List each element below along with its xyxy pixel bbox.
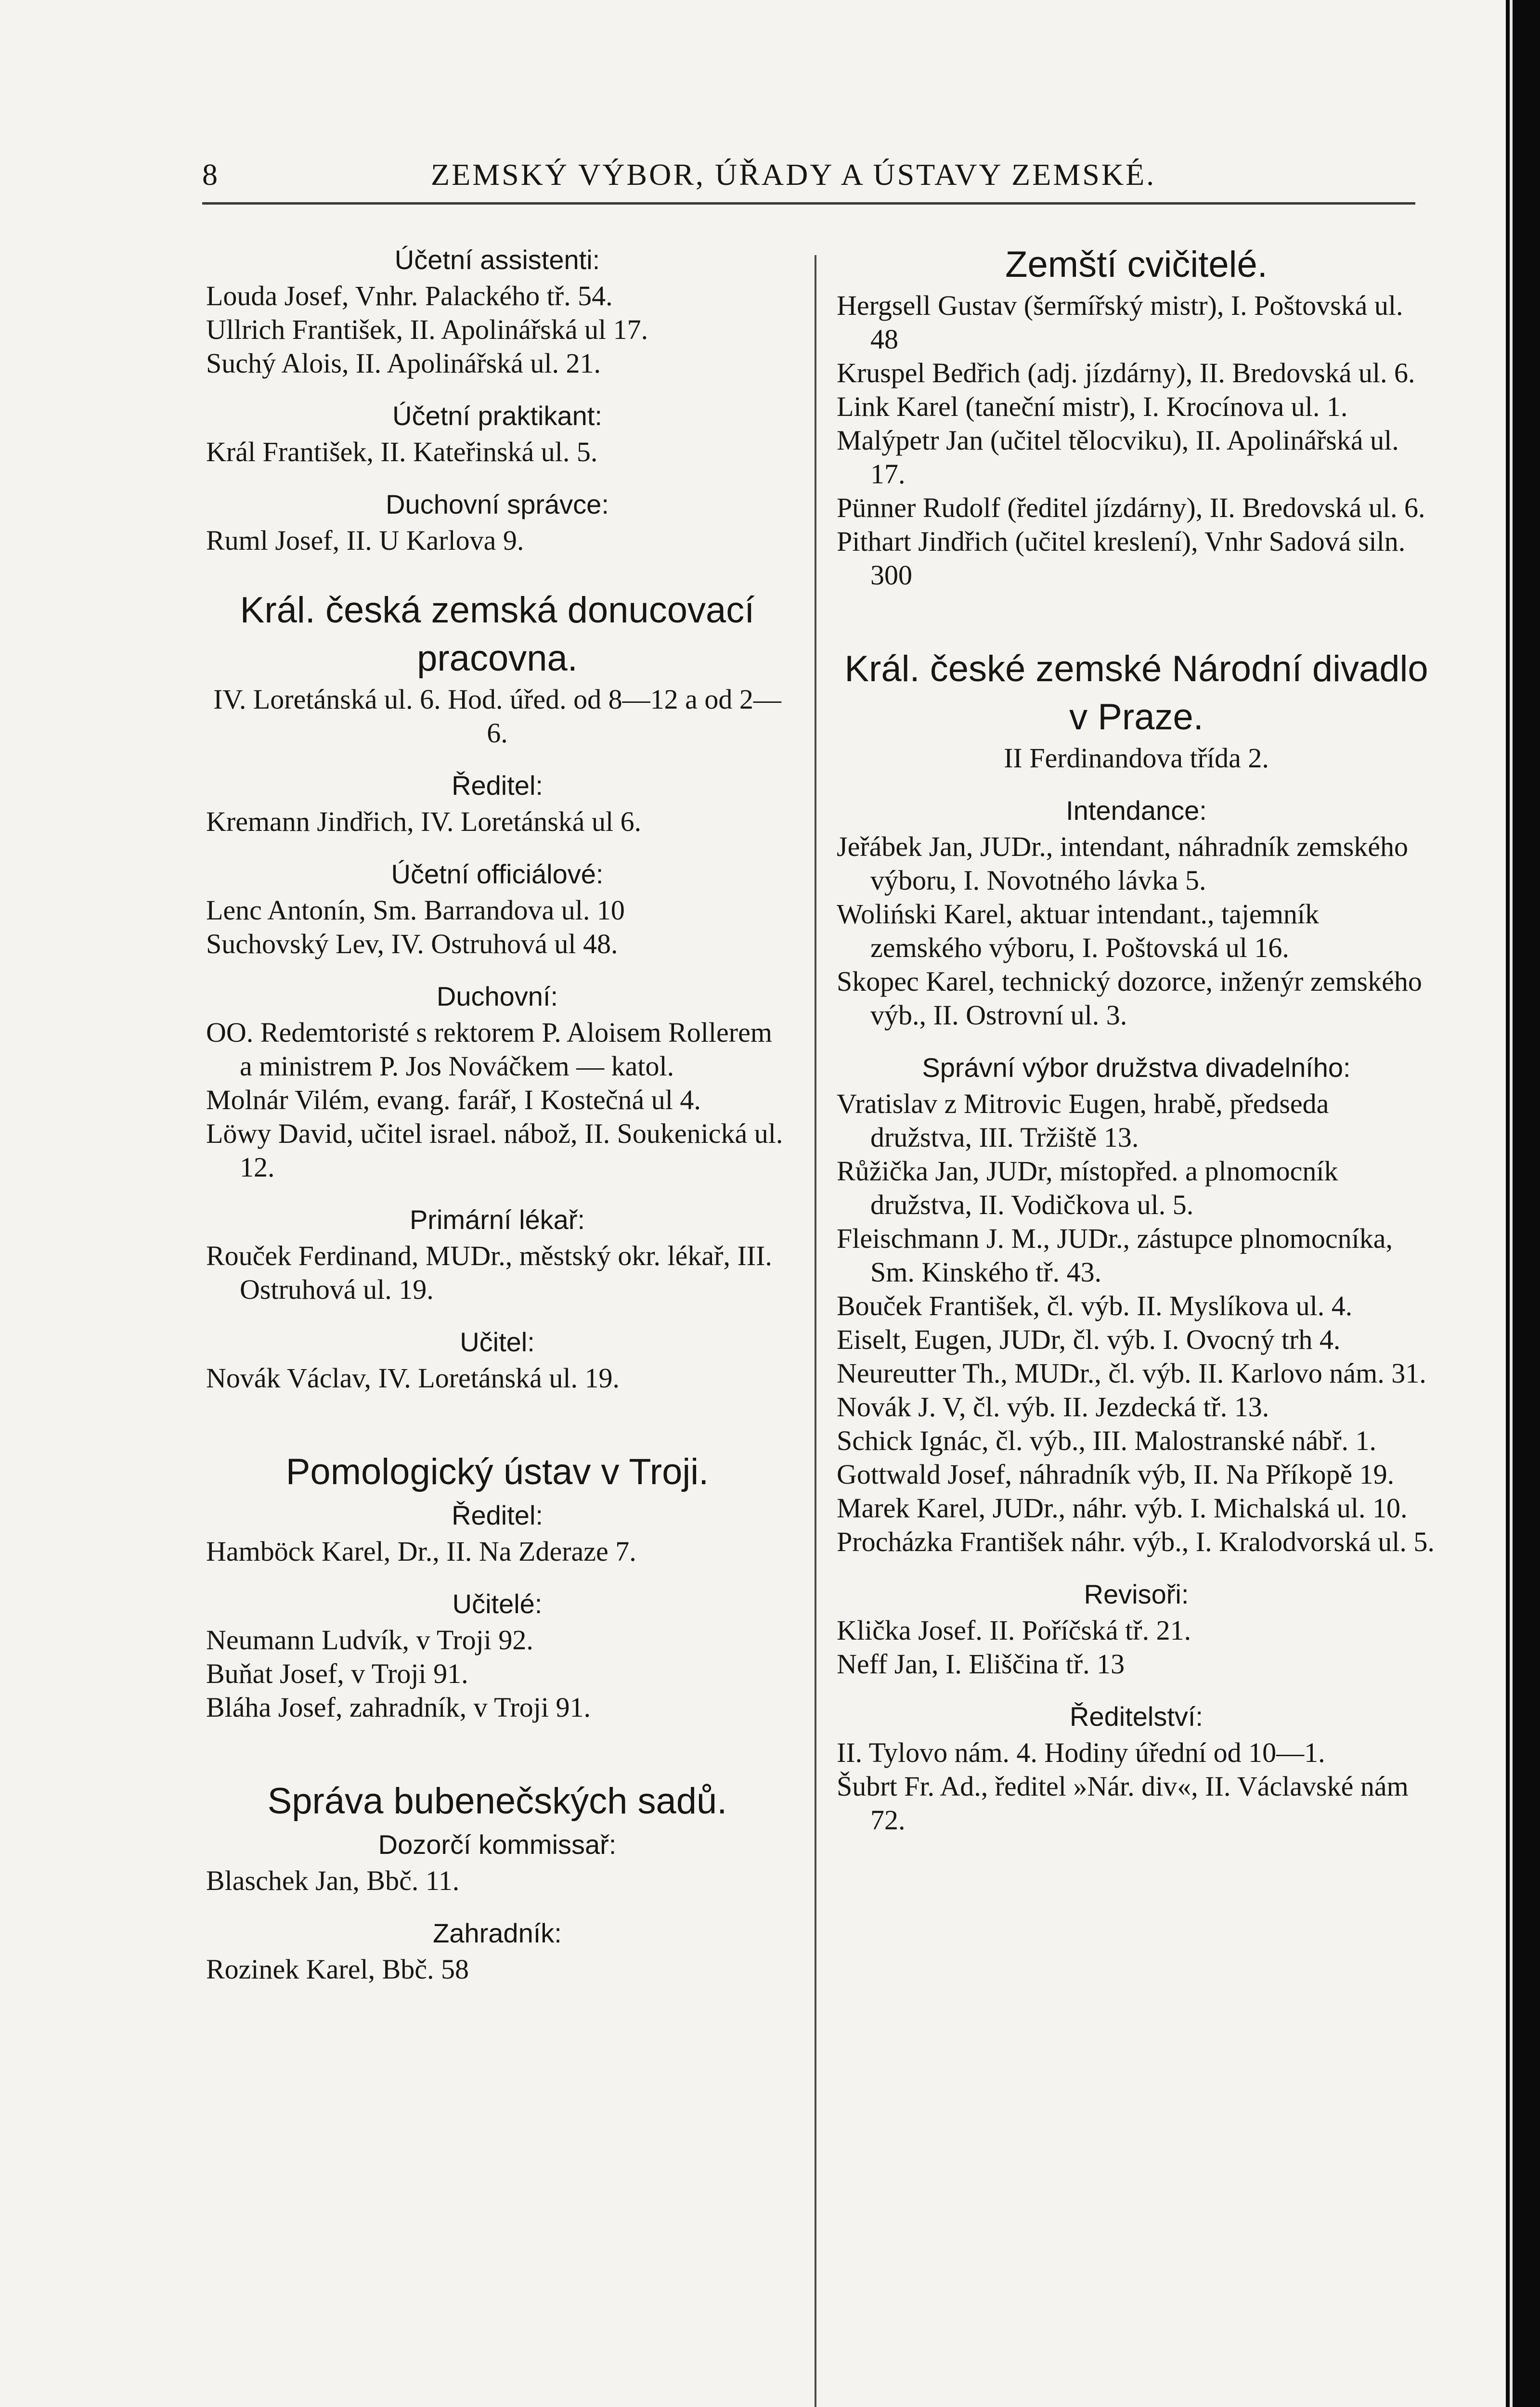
list-item: Kremann Jindřich, IV. Loretánská ul 6. (206, 806, 642, 837)
list-item: Rouček Ferdinand, MUDr., městský okr. lékař, III. Ostruhová ul. 19. (206, 1240, 772, 1305)
section-heading: Učitel: (460, 1327, 535, 1357)
list-item: Marek Karel, JUDr., náhr. výb. I. Michalská ul. 10. (837, 1492, 1408, 1524)
list-item: Novák Václav, IV. Loretánská ul. 19. (206, 1362, 620, 1394)
list-item: Skopec Karel, technický dozorce, inženýr zemského výb., II. Ostrovní ul. 3. (837, 966, 1422, 1031)
section-heading: Účetní praktikant: (392, 401, 602, 431)
list-item: Blaschek Jan, Bbč. 11. (206, 1865, 460, 1896)
list-item: Buňat Josef, v Troji 91. (206, 1658, 468, 1689)
list-item: Ruml Josef, II. U Karlova 9. (206, 525, 524, 556)
section-heading: Ředitel: (452, 1500, 543, 1530)
list-item: Gottwald Josef, náhradník výb, II. Na Příkopě 19. (837, 1459, 1395, 1490)
list-item: Jeřábek Jan, JUDr., intendant, náhradník zemského výboru, I. Novotného lávka 5. (837, 831, 1409, 896)
list-item: OO. Redemtoristé s rektorem P. Aloisem Rollerem a ministrem P. Jos Nováčkem — katol. (206, 1017, 772, 1082)
list-item: Lenc Antonín, Sm. Barrandova ul. 10 (206, 894, 625, 926)
list-item: Hamböck Karel, Dr., II. Na Zderaze 7. (206, 1536, 636, 1567)
institution-address: II Ferdinandova třída 2. (1004, 742, 1269, 774)
list-item: Suchý Alois, II. Apolinářská ul. 21. (206, 348, 601, 379)
institution-title: Správa bubenečských sadů. (267, 1781, 727, 1822)
right-column (837, 241, 1436, 1837)
list-item: Suchovský Lev, IV. Ostruhová ul 48. (206, 928, 618, 959)
institution-address: IV. Loretánská ul. 6. Hod. úřed. od 8—12 a od 2—6. (213, 684, 781, 749)
section-heading: Dozorčí kommissař: (378, 1829, 617, 1860)
list-item: Klička Josef. II. Poříčská tř. 21. (837, 1615, 1191, 1646)
section-heading: Zahradník: (433, 1918, 562, 1948)
list-item: Procházka František náhr. výb., I. Kralodvorská ul. 5. (837, 1526, 1435, 1557)
section-heading: Duchovní: (436, 981, 558, 1011)
section-heading: Správní výbor družstva divadelního: (922, 1052, 1351, 1083)
list-item: Bouček František, čl. výb. II. Myslíkova ul. 4. (837, 1290, 1353, 1321)
section-heading: Ředitelství: (1070, 1701, 1203, 1732)
list-item: Ullrich František, II. Apolinářská ul 17. (206, 314, 648, 345)
list-item: Eiselt, Eugen, JUDr, čl. výb. I. Ovocný trh 4. (837, 1324, 1341, 1355)
section-heading: Primární lékař: (409, 1204, 585, 1235)
list-item: Kruspel Bedřich (adj. jízdárny), II. Bredovská ul. 6. (837, 357, 1415, 388)
list-item: Löwy David, učitel israel. nábož, II. Soukenická ul. 12. (206, 1118, 783, 1183)
list-item: Hergsell Gustav (šermířský mistr), I. Poštovská ul. 48 (837, 290, 1403, 355)
list-item: Louda Josef, Vnhr. Palackého tř. 54. (206, 280, 613, 311)
list-item: Pithart Jindřich (učitel kreslení), Vnhr Sadová siln. 300 (837, 526, 1406, 591)
institution-title: Zemští cvičitelé. (1005, 244, 1268, 285)
list-item: Neff Jan, I. Eliščina tř. 13 (837, 1648, 1125, 1680)
list-item: Malýpetr Jan (učitel tělocviku), II. Apolinářská ul. 17. (837, 425, 1399, 490)
section-heading: Intendance: (1066, 795, 1207, 826)
section-heading: Učitelé: (452, 1589, 543, 1619)
list-item: Woliński Karel, aktuar intendant., tajemník zemského výboru, I. Poštovská ul 16. (837, 898, 1320, 963)
list-item: Vratislav z Mitrovic Eugen, hrabě, předseda družstva, III. Tržiště 13. (837, 1088, 1329, 1153)
section-heading: Ředitel: (452, 770, 543, 801)
list-item: Schick Ignác, čl. výb., III. Malostranské nábř. 1. (837, 1425, 1377, 1456)
list-item: Link Karel (taneční mistr), I. Krocínova ul. 1. (837, 391, 1348, 422)
list-item: Neumann Ludvík, v Troji 92. (206, 1624, 533, 1656)
section-heading: Účetní assistenti: (394, 245, 600, 275)
page-number: 8 (202, 157, 218, 192)
section-heading: Revisoři: (1084, 1579, 1189, 1609)
list-item: Bláha Josef, zahradník, v Troji 91. (206, 1692, 591, 1723)
scan-edge-line (1510, 0, 1513, 2407)
list-item: Pünner Rudolf (ředitel jízdárny), II. Bredovská ul. 6. (837, 492, 1425, 523)
institution-title: Král. česká zemská donucovací pracovna. (240, 590, 755, 679)
list-item: II. Tylovo nám. 4. Hodiny úřední od 10—1. (837, 1737, 1325, 1768)
section-heading: Duchovní správce: (386, 489, 609, 519)
list-item: Molnár Vilém, evang. farář, I Kostečná ul 4. (206, 1084, 701, 1115)
list-item: Neureutter Th., MUDr., čl. výb. II. Karlovo nám. 31. (837, 1358, 1426, 1389)
list-item: Fleischmann J. M., JUDr., zástupce plnomocníka, Sm. Kinského tř. 43. (837, 1223, 1393, 1288)
list-item: Král František, II. Kateřinská ul. 5. (206, 436, 598, 467)
header-rule (202, 202, 1415, 205)
page-header (202, 153, 1415, 206)
institution-title: Král. české zemské Národní divadlo v Praze. (844, 648, 1428, 738)
running-title: ZEMSKÝ VÝBOR, ÚŘADY A ÚSTAVY ZEMSKÉ. (431, 157, 1156, 192)
list-item: Šubrt Fr. Ad., ředitel »Nár. div«, II. Václavské nám 72. (837, 1771, 1409, 1836)
institution-title: Pomologický ústav v Troji. (285, 1451, 709, 1492)
list-item: Růžička Jan, JUDr, místopřed. a plnomocník družstva, II. Vodičkova ul. 5. (837, 1155, 1338, 1220)
list-item: Novák J. V, čl. výb. II. Jezdecká tř. 13. (837, 1391, 1269, 1423)
left-column (206, 241, 789, 1986)
list-item: Rozinek Karel, Bbč. 58 (206, 1954, 469, 1985)
section-heading: Účetní officiálové: (391, 859, 604, 889)
column-divider (815, 255, 816, 2407)
